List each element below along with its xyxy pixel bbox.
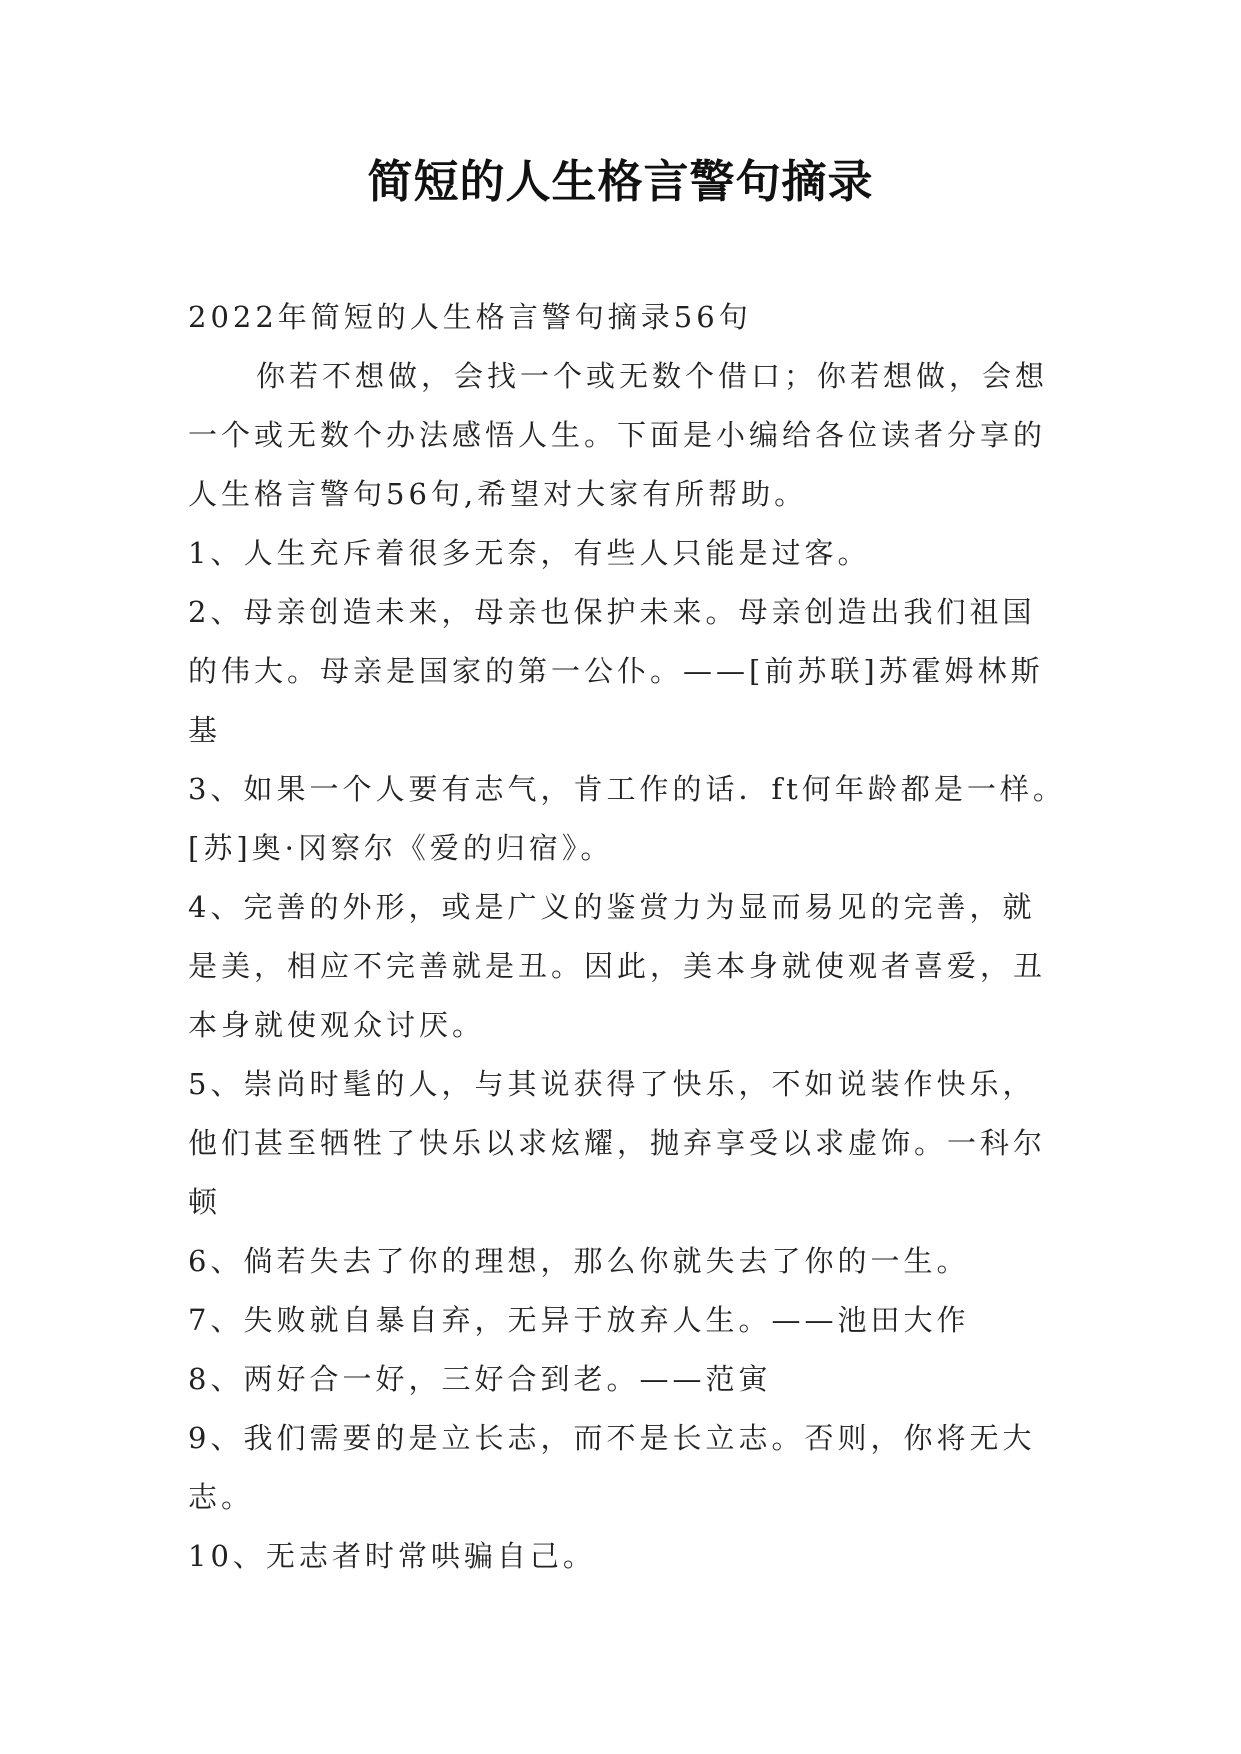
quote-line: 3、如果一个人要有志气，肯工作的话．ft何年龄都是一样。 xyxy=(188,772,1066,806)
quote-line: 2、母亲创造未来，母亲也保护未来。母亲创造出我们祖国 xyxy=(188,595,1036,629)
quote-line: [苏]奥·冈察尔《爱的归宿》。 xyxy=(188,831,614,865)
quote-line: 6、倘若失去了你的理想，那么你就失去了你的一生。 xyxy=(188,1244,970,1278)
document-title: 简短的人生格言警句摘录 xyxy=(367,155,874,208)
document-body xyxy=(188,288,1066,1586)
quote-line: 10、无志者时常哄骗自己。 xyxy=(188,1539,596,1573)
quote-line: 8、两好合一好，三好合到老。——范寅 xyxy=(188,1362,772,1396)
subtitle-line: 2022年简短的人生格言警句摘录56句 xyxy=(188,300,752,334)
quote-line: 4、完善的外形，或是广义的鉴赏力为显而易见的完善，就 xyxy=(188,890,1036,924)
quote-line: 9、我们需要的是立长志，而不是长立志。否则，你将无大 xyxy=(188,1421,1036,1455)
intro-line: 人生格言警句56句,希望对大家有所帮助。 xyxy=(188,477,808,511)
intro-line: 你若不想做，会找一个或无数个借口；你若想做，会想 xyxy=(256,359,1049,393)
quote-line: 顿 xyxy=(188,1185,222,1219)
quote-line: 1、人生充斥着很多无奈，有些人只能是过客。 xyxy=(188,536,871,570)
quote-line: 本身就使观众讨厌。 xyxy=(188,1008,486,1042)
quote-line: 基 xyxy=(188,713,222,747)
quote-line: 的伟大。母亲是国家的第一公仆。——[前苏联]苏霍姆林斯 xyxy=(188,654,1044,688)
quote-line: 5、崇尚时髦的人，与其说获得了快乐，不如说装作快乐， xyxy=(188,1067,1036,1101)
quote-line: 志。 xyxy=(188,1480,255,1514)
quote-line: 7、失败就自暴自弃，无异于放弃人生。——池田大作 xyxy=(188,1303,970,1337)
intro-line: 一个或无数个办法感悟人生。下面是小编给各位读者分享的 xyxy=(188,418,1047,452)
quote-line: 他们甚至牺牲了快乐以求炫耀，抛弃享受以求虚饰。一科尔 xyxy=(188,1126,1047,1160)
quote-line: 是美，相应不完善就是丑。因此，美本身就使观者喜爱，丑 xyxy=(188,949,1047,983)
